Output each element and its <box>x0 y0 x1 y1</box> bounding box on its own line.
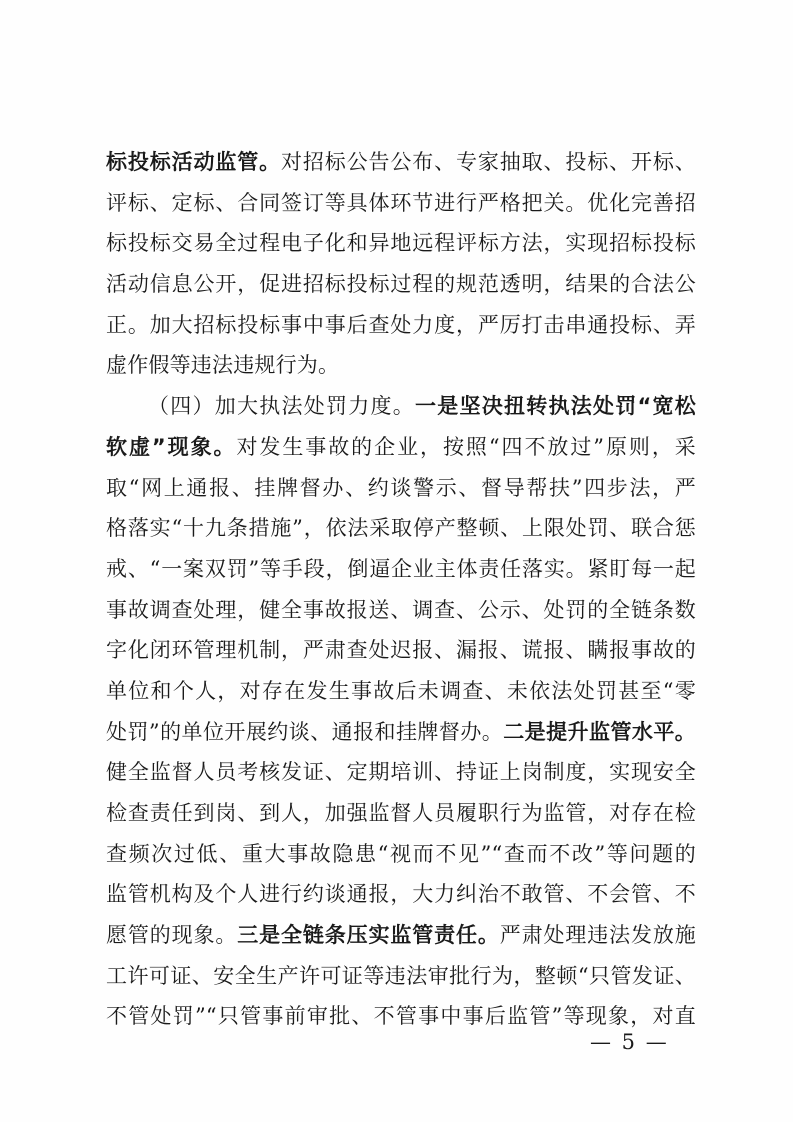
text-run: 健全监督人员考核发证、定期培训、持证上岗制度，实现安全 <box>106 760 696 785</box>
text-run: 检查责任到岗、到人，加强监督人员履职行为监管，对存在检 <box>106 801 696 825</box>
text-line <box>106 264 696 305</box>
text-line <box>106 549 696 590</box>
text-run: 评标、定标、合同签订等具体环节进行严格把关。优化完善招 <box>106 190 696 215</box>
text-line <box>106 305 696 346</box>
text-line <box>106 590 696 631</box>
text-line <box>106 183 696 224</box>
text-run: 格落实“十九条措施”，依法采取停产整顿、上限处罚、联合惩 <box>106 516 696 541</box>
section-heading-line <box>106 386 696 427</box>
bold-phrase: 一是坚决扭转执法处罚“宽松 <box>415 394 696 419</box>
text-run: 工许可证、安全生产许可证等违法审批行为，整顿“只管发证、 <box>106 963 696 988</box>
text-line <box>106 223 696 264</box>
text-run: 不管处罚”“只管事前审批、不管事中事后监管”等现象，对直 <box>106 1004 696 1029</box>
text-run: 愿管的现象。 <box>106 923 238 948</box>
text-run: 事故调查处理，健全事故报送、调查、公示、处罚的全链条数 <box>106 597 696 622</box>
text-run: 标投标交易全过程电子化和异地远程评标方法，实现招标投标 <box>106 231 696 256</box>
text-run: 活动信息公开，促进招标投标过程的规范透明，结果的合法公 <box>106 272 696 297</box>
text-line <box>106 508 696 549</box>
text-run: 取“网上通报、挂牌督办、约谈警示、督导帮扶”四步法，严 <box>106 475 696 500</box>
text-run: 虚作假等违法违规行为。 <box>106 353 340 378</box>
bold-phrase: 二是提升监管水平。 <box>503 719 696 744</box>
text-line <box>106 793 696 834</box>
text-run: 查频次过低、重大事故隐患“视而不见”“查而不改”等问题的 <box>106 841 696 866</box>
text-run: 单位和个人，对存在发生事故后未调查、未依法处罚甚至“零 <box>106 678 696 703</box>
text-line <box>106 142 696 183</box>
text-run: 正。加大招标投标事中事后查处力度，严厉打击串通投标、弄 <box>106 312 696 337</box>
section-heading: （四）加大执法处罚力度。 <box>148 394 415 419</box>
page-number: — 5 — <box>590 1030 669 1054</box>
text-run: 监管机构及个人进行约谈通报，大力纠治不敢管、不会管、不 <box>106 882 696 907</box>
text-line <box>106 956 696 997</box>
text-run: 严肃处理违法发放施 <box>499 923 696 948</box>
text-line <box>106 915 696 956</box>
text-line <box>106 712 696 753</box>
text-run: 戒、“一案双罚”等手段，倒逼企业主体责任落实。紧盯每一起 <box>106 556 696 581</box>
bold-phrase: 标投标活动监管。 <box>106 150 282 174</box>
bold-phrase: 三是全链条压实监管责任。 <box>237 923 500 948</box>
text-line <box>106 345 696 386</box>
text-run: 对招标公告公布、专家抽取、投标、开标、 <box>281 150 696 174</box>
text-line <box>106 630 696 671</box>
bold-phrase: 软虚”现象。 <box>106 434 237 459</box>
text-line <box>106 874 696 915</box>
text-line <box>106 671 696 712</box>
text-run: 字化闭环管理机制，严肃查处迟报、漏报、谎报、瞒报事故的 <box>106 638 696 663</box>
text-line <box>106 468 696 509</box>
text-line <box>106 752 696 793</box>
text-run: 对发生事故的企业，按照“四不放过”原则，采 <box>236 434 696 459</box>
body-text <box>106 142 696 1037</box>
text-line <box>106 834 696 875</box>
text-run: 处罚”的单位开展约谈、通报和挂牌督办。 <box>106 719 504 744</box>
text-line <box>106 427 696 468</box>
